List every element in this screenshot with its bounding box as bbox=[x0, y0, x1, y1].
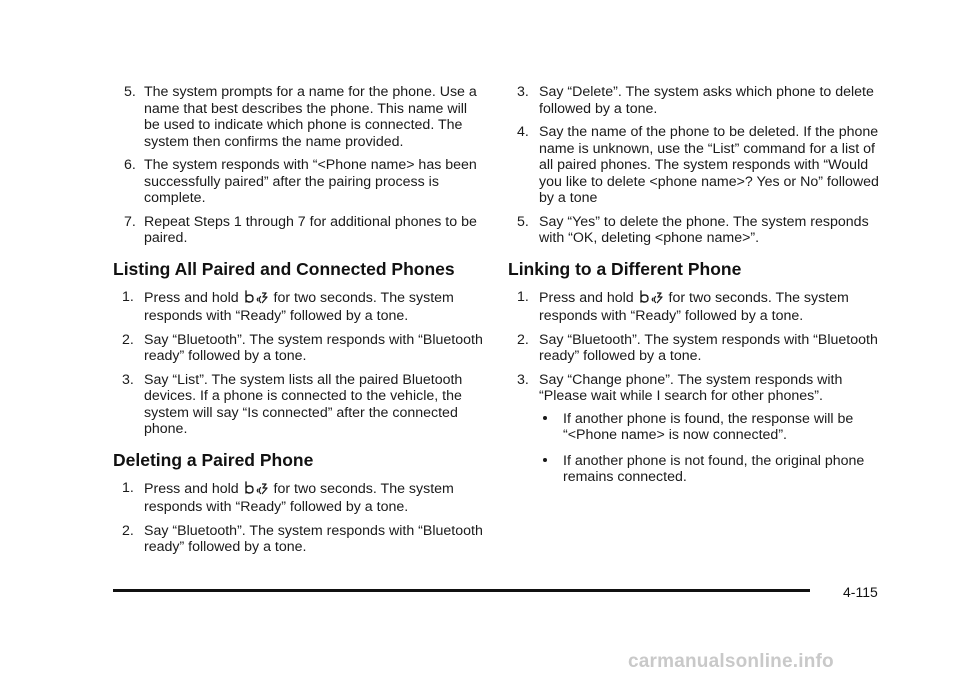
list-item: 5. The system prompts for a name for the phone. Use a name that best describes the phone. This name will be used to indicate which phone is connected. The system then confirms the name provided. bbox=[124, 84, 477, 150]
section-heading-listing: Listing All Paired and Connected Phones bbox=[113, 258, 455, 279]
voice-signal-icon bbox=[255, 480, 268, 495]
steering-button-icons bbox=[639, 289, 663, 309]
list-item: 4. Say the name of the phone to be deleted. If the phone name is unknown, use the “List” command for a list of all paired phones. The system responds with “Would you like to delete <phone name>? Yes or No” followed by a tone bbox=[517, 124, 879, 206]
list-item: 1. Press and hold for two seconds. The system responds with “Ready” followed by a tone. bbox=[122, 479, 454, 515]
push-to-talk-icon bbox=[639, 289, 650, 304]
list-item: 5. Say “Yes” to delete the phone. The system responds with “OK, deleting <phone name>”. bbox=[517, 213, 869, 246]
list-item: 3. Say “Change phone”. The system responds with “Please wait while I search for other phones”. If another phone is found, the response will be “<Phone name> is now connected”. If another phone is not found, the original phone remains connected. bbox=[508, 372, 884, 486]
push-to-talk-icon bbox=[244, 289, 255, 304]
push-to-talk-icon bbox=[244, 480, 255, 495]
voice-signal-icon bbox=[650, 289, 663, 304]
list-item: 2. Say “Bluetooth”. The system responds with “Bluetooth ready” followed by a tone. bbox=[517, 331, 878, 364]
step-text: Say “List”. The system lists all the paired Bluetooth devices. If a phone is connected to the vehicle, the system will say “Is connected” after the connected phone. bbox=[144, 371, 463, 437]
list-item: 3. Say “Delete”. The system asks which phone to delete followed by a tone. bbox=[517, 84, 874, 117]
list-item: 3. Say “List”. The system lists all the paired Bluetooth devices. If a phone is connected to the vehicle, the system will say “Is connected” after the connected phone. bbox=[122, 371, 463, 437]
page-number: 4-115 bbox=[843, 584, 878, 600]
section-heading-linking: Linking to a Different Phone bbox=[508, 258, 742, 279]
footer-divider bbox=[113, 589, 810, 592]
bullet-icon bbox=[543, 458, 547, 462]
step-text: The system responds with “<Phone name> has been successfully paired” after the pairing process is complete. bbox=[144, 157, 477, 206]
left-column bbox=[113, 84, 483, 563]
list-item: 1. Press and hold for two seconds. The system responds with “Ready” followed by a tone. bbox=[517, 288, 849, 324]
pairing-steps-list bbox=[113, 84, 483, 247]
linking-steps-list bbox=[508, 289, 884, 486]
step-text: Say “Yes” to delete the phone. The system responds with “OK, deleting <phone name>”. bbox=[539, 213, 869, 246]
deleting-steps-continued bbox=[508, 84, 884, 247]
list-item: 6. The system responds with “<Phone name> has been successfully paired” after the pairing process is complete. bbox=[124, 157, 477, 206]
step-text: The system prompts for a name for the phone. Use a name that best describes the phone. This name will be used to indicate which phone is connected. The system then confirms the name provided. bbox=[144, 84, 477, 150]
right-column bbox=[508, 84, 884, 495]
bullet-item: If another phone is found, the response will be “<Phone name> is now connected”. bbox=[539, 411, 884, 444]
steering-button-icons bbox=[244, 480, 268, 500]
watermark: carmanualsonline.info bbox=[628, 651, 834, 672]
steering-button-icons bbox=[244, 289, 268, 309]
step-text: Say “Bluetooth”. The system responds with “Bluetooth ready” followed by a tone. bbox=[539, 331, 878, 364]
step-text: Say “Bluetooth”. The system responds with “Bluetooth ready” followed by a tone. bbox=[144, 522, 483, 555]
deleting-steps-list bbox=[113, 480, 483, 556]
voice-signal-icon bbox=[255, 289, 268, 304]
bullet-icon bbox=[543, 416, 547, 420]
bullet-item: If another phone is not found, the original phone remains connected. bbox=[539, 453, 884, 486]
list-item: 2. Say “Bluetooth”. The system responds with “Bluetooth ready” followed by a tone. bbox=[122, 522, 483, 555]
list-item: 2. Say “Bluetooth”. The system responds with “Bluetooth ready” followed by a tone. bbox=[122, 331, 483, 364]
step-text: Say “Change phone”. The system responds with “Please wait while I search for other phones”. bbox=[539, 371, 843, 404]
section-heading-deleting: Deleting a Paired Phone bbox=[113, 449, 314, 470]
step-text: Say “Bluetooth”. The system responds with “Bluetooth ready” followed by a tone. bbox=[144, 331, 483, 364]
listing-steps-list bbox=[113, 289, 483, 438]
list-item: 1. Press and hold for two seconds. The system responds with “Ready” followed by a tone. bbox=[122, 288, 454, 324]
list-item: 7. Repeat Steps 1 through 7 for additional phones to be paired. bbox=[124, 213, 477, 246]
step-text: Repeat Steps 1 through 7 for additional phones to be paired. bbox=[144, 213, 477, 246]
step-text: Say “Delete”. The system asks which phone to delete followed by a tone. bbox=[539, 84, 874, 117]
result-bullets bbox=[539, 411, 884, 486]
step-text: Say the name of the phone to be deleted. If the phone name is unknown, use the “List” command for a list of all paired phones. The system responds with “Would you like to delete <phone name>? Yes or No” followed by a tone bbox=[539, 124, 879, 206]
